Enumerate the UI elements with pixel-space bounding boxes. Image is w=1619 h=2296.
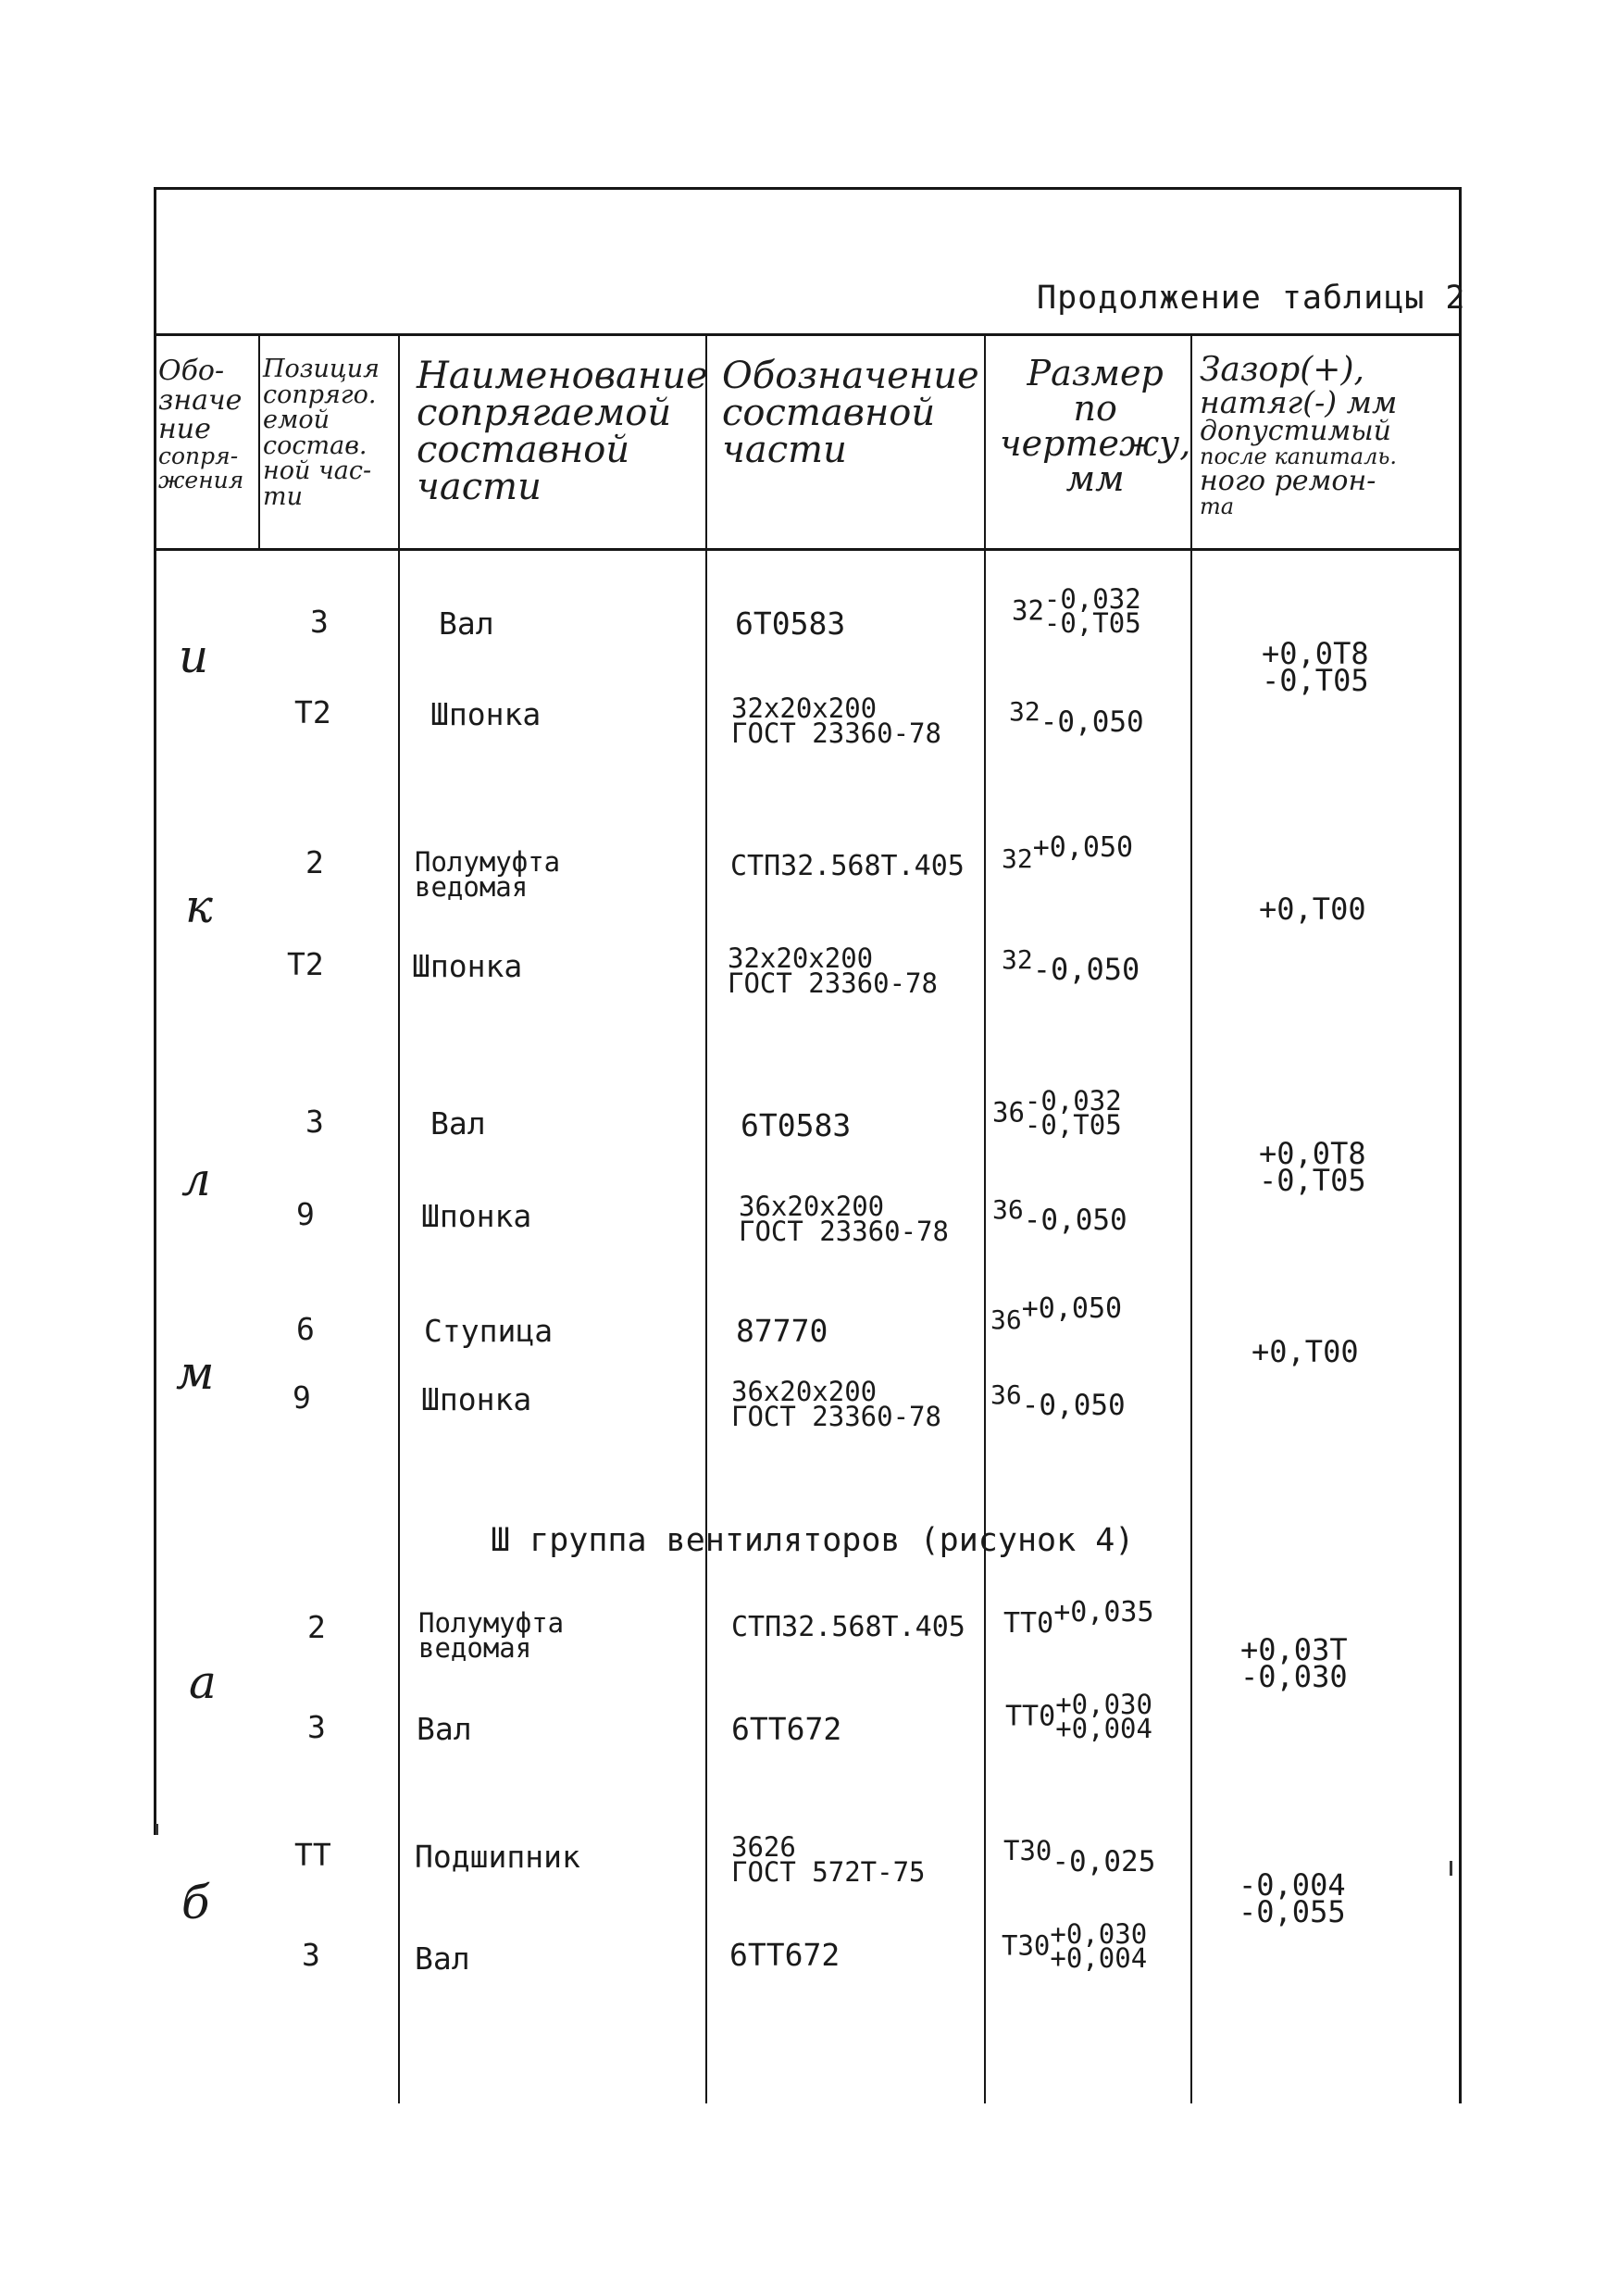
header-top-rule bbox=[154, 333, 1462, 336]
fit-mark-i: и bbox=[179, 630, 209, 683]
position-value: Т2 bbox=[287, 946, 324, 982]
part-designation: 32х20х200 ГОСТ 23360-78 bbox=[728, 942, 938, 999]
size-tolerance: 32 -0,032 -0,Т05 bbox=[1012, 583, 1141, 640]
size-tolerance: $^{32}$-0,050 bbox=[1002, 944, 1140, 987]
part-name: Шпонка bbox=[421, 1198, 532, 1234]
fit-mark-m: м bbox=[176, 1346, 215, 1400]
position-value: ТТ bbox=[294, 1837, 331, 1873]
table-caption: Продолжение таблицы 2 bbox=[1037, 280, 1466, 317]
top-border bbox=[154, 187, 1462, 190]
part-name: Шпонка bbox=[421, 1381, 532, 1417]
size-tolerance: $^{32}$-0,050 bbox=[1009, 696, 1144, 739]
part-designation: 3626 ГОСТ 572Т-75 bbox=[731, 1831, 926, 1888]
part-name: Полумуфта ведомая bbox=[415, 846, 561, 903]
part-designation: 6Т0583 bbox=[741, 1107, 852, 1143]
part-designation: 36х20х200 ГОСТ 23360-78 bbox=[731, 1376, 941, 1432]
size-tolerance: $^{36}$-0,050 bbox=[990, 1379, 1126, 1422]
part-designation: 87770 bbox=[736, 1313, 828, 1349]
position-value: Т2 bbox=[294, 694, 331, 730]
part-designation: 32х20х200 ГОСТ 23360-78 bbox=[731, 693, 941, 749]
part-name: Ступица bbox=[424, 1313, 554, 1349]
gap-value: +0,Т00 bbox=[1259, 892, 1366, 927]
scan-speck bbox=[156, 1824, 158, 1835]
position-value: 3 bbox=[307, 1709, 326, 1745]
gap-value: -0,004 -0,055 bbox=[1239, 1867, 1346, 1929]
part-designation: 6ТТ672 bbox=[731, 1711, 842, 1747]
part-designation: СТП32.568Т.405 bbox=[731, 1611, 965, 1643]
size-tolerance: $ТТ0^{+0,035}$ bbox=[1003, 1596, 1154, 1640]
position-value: 3 bbox=[302, 1937, 320, 1973]
position-value: 3 bbox=[305, 1104, 324, 1140]
position-value: 2 bbox=[305, 844, 324, 880]
header-col-part-designation: Обозначение составной части bbox=[722, 355, 979, 471]
header-col-drawing-size: Размер по чертежу, мм bbox=[1000, 353, 1191, 499]
fit-mark-a: а bbox=[189, 1655, 217, 1709]
size-tolerance: $32^{+0,050}$ bbox=[1002, 831, 1134, 874]
part-name: Вал bbox=[430, 1105, 486, 1142]
size-tolerance: 36 -0,032 -0,Т05 bbox=[992, 1085, 1122, 1142]
position-value: 9 bbox=[296, 1196, 315, 1232]
header-col-part-name: Наименование сопрягаемой составной части bbox=[417, 355, 708, 508]
group-title: Ш группа вентиляторов (рисунок 4) bbox=[491, 1522, 1135, 1559]
size-tolerance: Т30 +0,030 +0,004 bbox=[1002, 1918, 1148, 1975]
header-col-position: Позиция сопряго. емой состав. ной час- ти bbox=[263, 355, 380, 511]
gap-value: +0,Т00 bbox=[1252, 1334, 1359, 1369]
part-name: Шпонка bbox=[412, 948, 523, 984]
col-sep-5 bbox=[1190, 333, 1192, 2103]
part-name: Шпонка bbox=[430, 696, 542, 732]
part-designation: 6ТТ672 bbox=[729, 1937, 841, 1973]
part-designation: 36х20х200 ГОСТ 23360-78 bbox=[739, 1191, 949, 1247]
part-designation: 6Т0583 bbox=[735, 605, 846, 642]
part-name: Вал bbox=[415, 1940, 470, 1977]
right-border bbox=[1459, 187, 1462, 2103]
fit-mark-b: б bbox=[181, 1876, 210, 1929]
part-name: Полумуфта ведомая bbox=[418, 1607, 565, 1664]
scan-speck bbox=[1450, 1861, 1452, 1876]
position-value: 6 bbox=[296, 1311, 315, 1347]
header-col-designation-of-fit: Обо- значе ние сопря- жения bbox=[158, 355, 244, 493]
fit-mark-k: к bbox=[185, 880, 213, 933]
part-name: Подшипник bbox=[415, 1839, 580, 1875]
size-tolerance: ТТ0 +0,030 +0,004 bbox=[1005, 1689, 1152, 1745]
col-sep-4 bbox=[984, 333, 986, 2103]
left-border bbox=[154, 187, 156, 1835]
part-name: Вал bbox=[417, 1711, 472, 1747]
position-value: 9 bbox=[293, 1379, 311, 1416]
gap-value: +0,03Т -0,030 bbox=[1240, 1632, 1348, 1694]
gap-value: +0,0Т8 -0,Т05 bbox=[1259, 1136, 1366, 1198]
fit-mark-l: л bbox=[181, 1153, 211, 1206]
part-designation: СТП32.568Т.405 bbox=[730, 850, 965, 882]
col-sep-2 bbox=[398, 333, 400, 2103]
col-sep-1 bbox=[258, 333, 260, 550]
size-tolerance: $^{36}$-0,050 bbox=[992, 1194, 1127, 1237]
gap-value: +0,0Т8 -0,Т05 bbox=[1262, 636, 1369, 698]
part-name: Вал bbox=[439, 605, 494, 642]
position-value: 3 bbox=[310, 604, 329, 640]
col-sep-3 bbox=[705, 333, 707, 2103]
size-tolerance: $36^{+0,050}$ bbox=[990, 1292, 1123, 1335]
header-col-gap-interference: Зазор(+), натяг(-) мм допустимый после капиталь. ного ремон- та bbox=[1200, 351, 1398, 519]
header-bottom-rule bbox=[154, 548, 1462, 551]
size-tolerance: Т30-0,025 bbox=[1003, 1835, 1156, 1878]
position-value: 2 bbox=[307, 1609, 326, 1645]
